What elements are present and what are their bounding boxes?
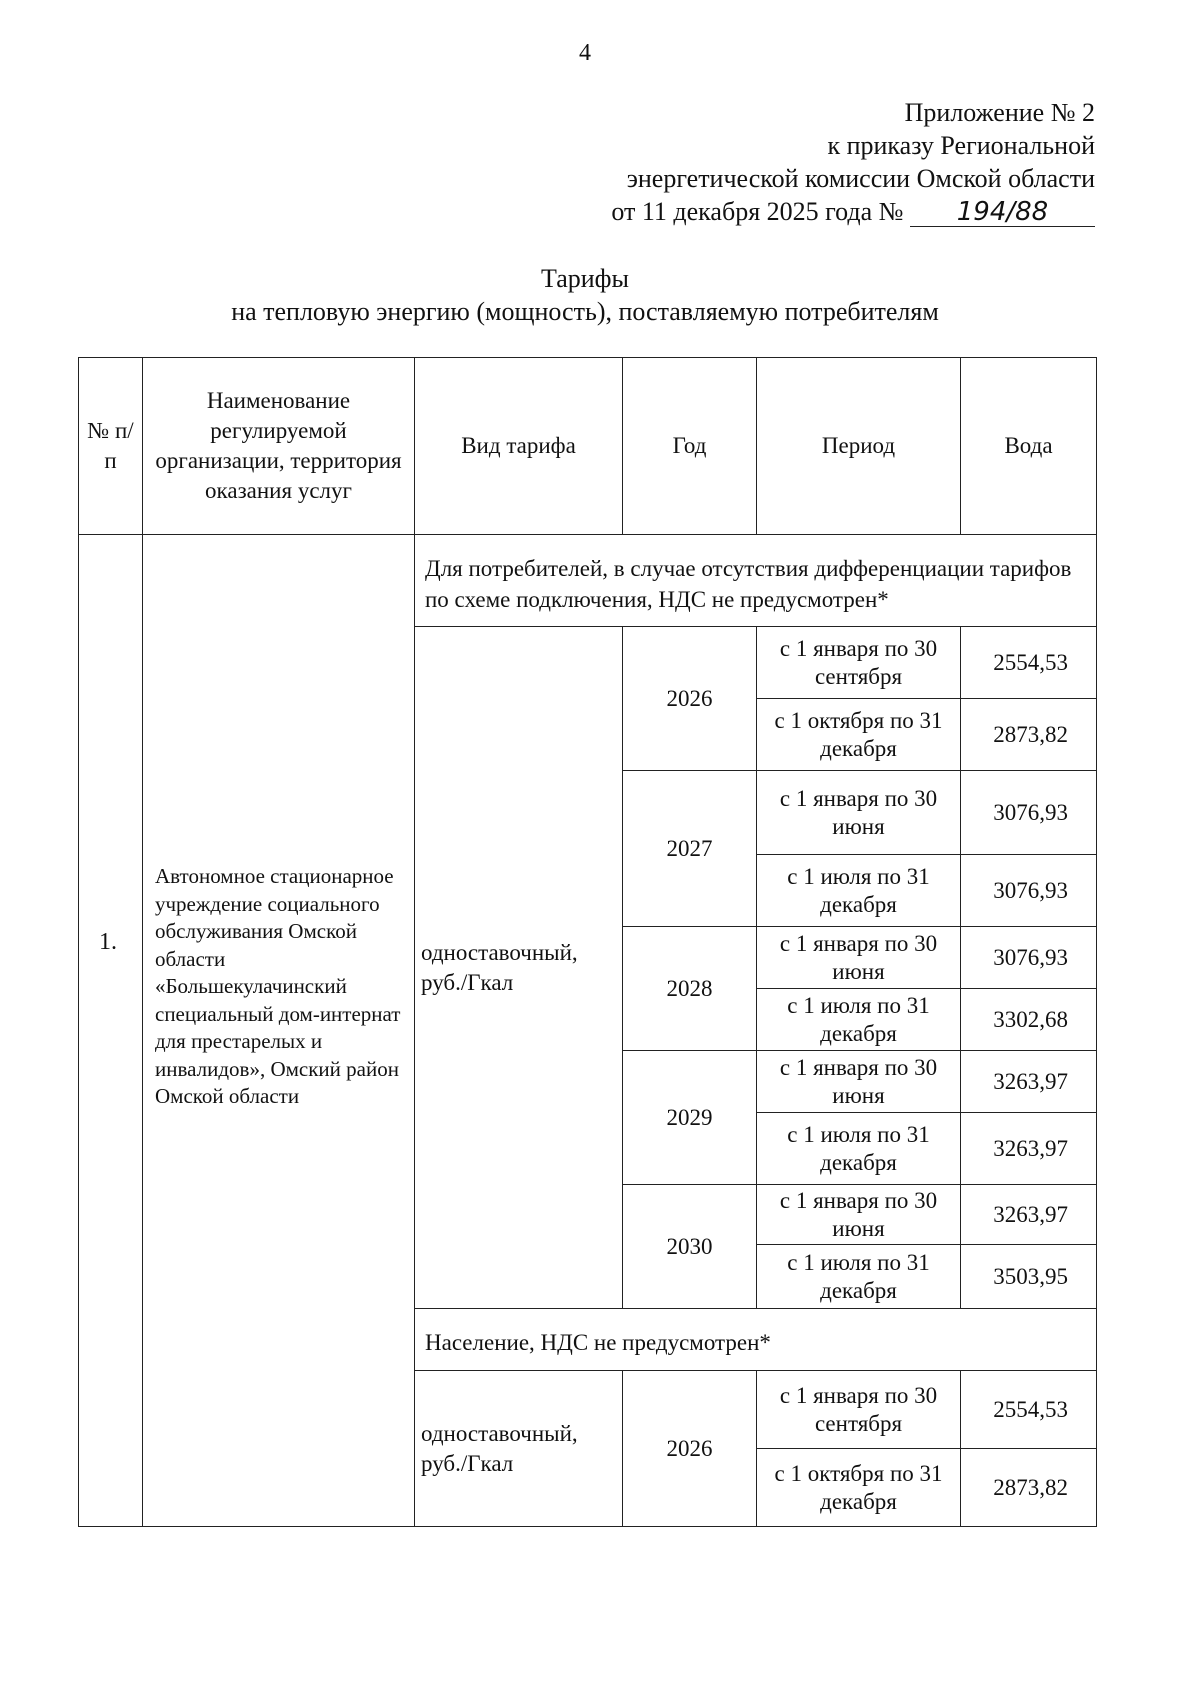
appendix-line-3: энергетической комиссии Омской области	[626, 164, 1095, 193]
order-date-prefix: от 11 декабря 2025 года №	[611, 197, 904, 226]
value-cell: 3076,93	[961, 771, 1097, 855]
value-cell: 3263,97	[961, 1113, 1097, 1185]
year-cell: 2026	[623, 1371, 757, 1527]
period-cell: с 1 июля по 31 декабря	[757, 1245, 961, 1309]
title-line-2: на тепловую энергию (мощность), поставляемую потребителям	[231, 297, 939, 326]
header-water: Вода	[961, 358, 1097, 535]
appendix-line-4	[611, 195, 1095, 228]
year-cell: 2027	[623, 771, 757, 927]
appendix-line-1: Приложение № 2	[904, 98, 1095, 127]
period-cell: с 1 января по 30 июня	[757, 927, 961, 989]
period-cell: с 1 октября по 31 декабря	[757, 1449, 961, 1527]
period-cell: с 1 июля по 31 декабря	[757, 1113, 961, 1185]
document-title	[0, 262, 1170, 328]
period-cell: с 1 января по 30 сентября	[757, 627, 961, 699]
row-number: 1.	[99, 929, 117, 955]
category-consumers: Для потребителей, в случае отсутствия дифференциации тарифов по схеме подключения, НДС не предусмотрен*	[415, 535, 1097, 627]
value-cell: 2554,53	[961, 1371, 1097, 1449]
year-cell: 2026	[623, 627, 757, 771]
row-number-cell	[79, 535, 143, 1527]
value-cell: 2873,82	[961, 1449, 1097, 1527]
table-row	[79, 535, 1097, 627]
value-cell: 3076,93	[961, 855, 1097, 927]
tariffs-table	[78, 357, 1097, 1527]
year-cell: 2030	[623, 1185, 757, 1309]
tariff-type-cell: одноставочный, руб./Гкал	[415, 1371, 623, 1527]
header-year: Год	[623, 358, 757, 535]
period-cell: с 1 января по 30 июня	[757, 1051, 961, 1113]
period-cell: с 1 января по 30 июня	[757, 1185, 961, 1245]
period-cell: с 1 июля по 31 декабря	[757, 855, 961, 927]
header-num: № п/п	[79, 358, 143, 535]
value-cell: 3302,68	[961, 989, 1097, 1051]
header-org: Наименование регулируемой организации, территория оказания услуг	[143, 358, 415, 535]
value-cell: 3263,97	[961, 1185, 1097, 1245]
organization-cell	[143, 535, 415, 1527]
value-cell: 3503,95	[961, 1245, 1097, 1309]
period-cell: с 1 июля по 31 декабря	[757, 989, 961, 1051]
value-cell: 2554,53	[961, 627, 1097, 699]
header-tariff-type: Вид тарифа	[415, 358, 623, 535]
order-number-handwritten: 194/88	[910, 198, 1095, 227]
period-cell: с 1 октября по 31 декабря	[757, 699, 961, 771]
appendix-line-2: к приказу Региональной	[827, 131, 1095, 160]
page-number: 4	[579, 40, 591, 66]
value-cell: 3076,93	[961, 927, 1097, 989]
value-cell: 2873,82	[961, 699, 1097, 771]
period-cell: с 1 января по 30 июня	[757, 771, 961, 855]
appendix-header	[611, 96, 1095, 228]
title-line-1: Тарифы	[540, 264, 629, 293]
period-cell: с 1 января по 30 сентября	[757, 1371, 961, 1449]
organization-name: Автономное стационарное учреждение социального обслуживания Омской области «Большекулачинский специальный дом-интернат для престарелых и инвалидов», Омский район Омской области	[155, 864, 401, 1108]
table-header-row	[79, 358, 1097, 535]
category-population: Население, НДС не предусмотрен*	[415, 1309, 1097, 1371]
value-cell: 3263,97	[961, 1051, 1097, 1113]
year-cell: 2028	[623, 927, 757, 1051]
header-period: Период	[757, 358, 961, 535]
tariff-type-cell: одноставочный, руб./Гкал	[415, 627, 623, 1309]
year-cell: 2029	[623, 1051, 757, 1185]
